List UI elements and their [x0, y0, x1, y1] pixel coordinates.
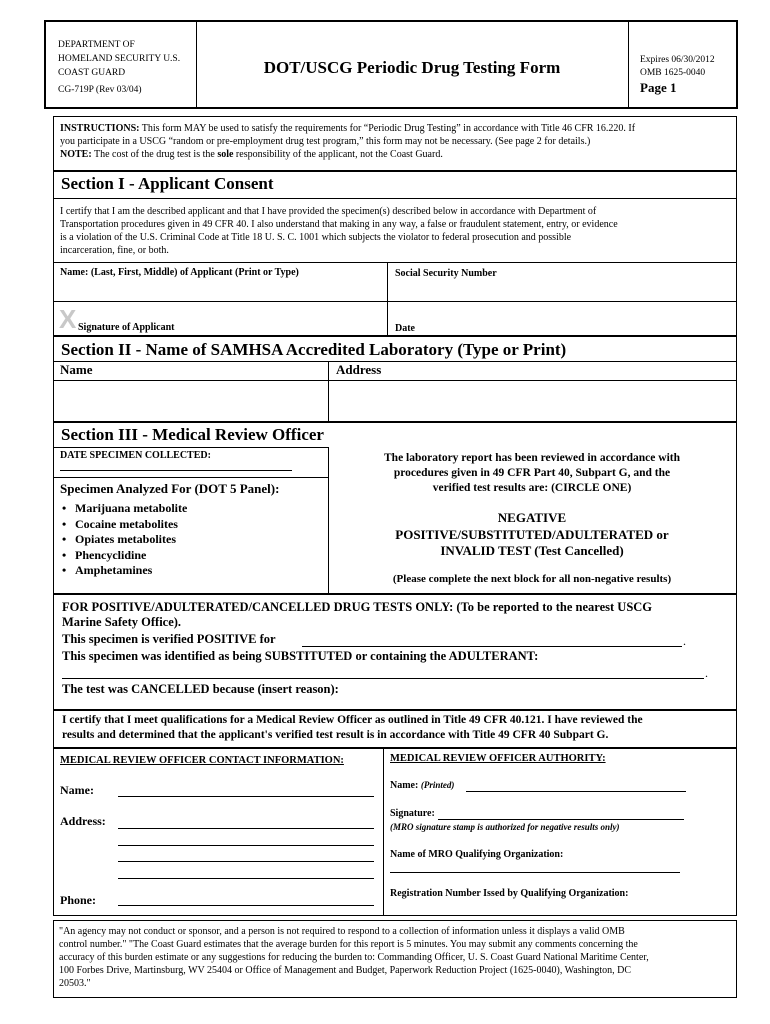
date-collected-label: DATE SPECIMEN COLLECTED: — [60, 450, 211, 461]
list-item: • Opiates metabolites — [62, 532, 187, 548]
date-collected-field[interactable] — [60, 470, 292, 471]
consent-statement: I certify that I am the described applicant and that I have provided the specimen(s) described below in accordance with Department of Transportation procedures given in 49 CFR 40. I also understand that making in any way, a false or fraudulent statement, entry, or evidence is a violation of the U.S. Criminal Code at Title 18 U. S. C. 1001 which subjects the violator to federal prosecution and possible incarceration, fine, or both. — [60, 206, 618, 256]
form-number: CG-719P (Rev 03/04) — [58, 85, 142, 95]
burden-statement: "An agency may not conduct or sponsor, and a person is not required to respond to a collection of information unless it displays a valid OMB control number." "The Coast Guard estimates that the average burden for this report is 5 minutes. You may submit any comments concerning the accuracy of this burden estimate or any suggestions for reducing the burden to: Commanding Officer, U. S. Coast Guard National Maritime Center, 100 Forbes Drive, Martinsburg, WV 25404 or Office of Management and Budget, Paperwork Reduction Project (1625-0040), Washington, DC 20503." — [59, 926, 649, 989]
list-item: • Amphetamines — [62, 563, 187, 579]
instructions-text: INSTRUCTIONS: This form MAY be used to satisfy the requirements for “Periodic Drug Testing” in accordance with Title 46 CFR 16.220. If you participate in a USCG “random or pre-employment drug test program,” this form may not be necessary. (See page 2 for details.) NOTE: The cost of the drug test is the sole responsibility of the applicant, not the Coast Guard. — [60, 123, 636, 160]
positive-for-label: This specimen is verified POSITIVE for — [62, 632, 276, 646]
ssn-label: Social Security Number — [395, 268, 497, 279]
mro-address-field-3[interactable] — [118, 861, 374, 862]
mro-signature-label: Signature: — [390, 808, 435, 819]
positive-for-field[interactable] — [302, 646, 682, 647]
mro-address-label: Address: — [60, 814, 106, 828]
mro-address-field-2[interactable] — [118, 845, 374, 846]
mro-org-label: Name of MRO Qualifying Organization: — [390, 849, 564, 860]
form-title: DOT/USCG Periodic Drug Testing Form — [263, 58, 561, 77]
result-invalid[interactable]: INVALID TEST (Test Cancelled) — [440, 543, 624, 558]
list-item: • Cocaine metabolites — [62, 517, 187, 533]
substituted-label: This specimen was identified as being SUBSTITUTED or containing the ADULTERANT: — [62, 649, 539, 663]
substituted-field[interactable] — [62, 678, 704, 679]
list-item: • Phencyclidine — [62, 548, 187, 564]
mro-certification: I certify that I meet qualifications for a Medical Review Officer as outlined in Title 49 CFR 40.121. I have reviewed the results and determined that the applicant's verified test result is in accordance with Title 49 CFR 40 Subpart G. — [62, 714, 643, 741]
ssn-field[interactable] — [390, 280, 734, 300]
mro-phone-field[interactable] — [118, 905, 374, 906]
signature-x-mark: X — [59, 304, 77, 334]
mro-authority-title: MEDICAL REVIEW OFFICER AUTHORITY: — [390, 753, 606, 764]
mro-contact-title: MEDICAL REVIEW OFFICER CONTACT INFORMATION: — [60, 755, 344, 766]
panel-title: Specimen Analyzed For (DOT 5 Panel): — [60, 481, 280, 496]
date-label: Date — [395, 323, 415, 334]
lab-report-statement: The laboratory report has been reviewed in accordance with procedures given in 49 CFR Part 40, Subpart G, and the verified test results are: (CIRCLE ONE) — [384, 452, 680, 494]
mro-address-field-1[interactable] — [118, 828, 374, 829]
mro-printed-name-label: Name: (Printed) — [390, 780, 455, 791]
lab-name-label: Name — [60, 362, 93, 377]
mro-name-label: Name: — [60, 783, 94, 797]
result-negative[interactable]: NEGATIVE — [497, 510, 567, 525]
mro-printed-name-field[interactable] — [466, 791, 686, 792]
cancelled-label: The test was CANCELLED because (insert reason): — [62, 682, 339, 696]
lab-address-field[interactable] — [331, 383, 734, 419]
result-note: (Please complete the next block for all non-negative results) — [392, 573, 672, 585]
positive-results-text: FOR POSITIVE/ADULTERATED/CANCELLED DRUG TESTS ONLY: (To be reported to the nearest USCG Marine Safety Office). — [62, 600, 653, 629]
section2-title: Section II - Name of SAMHSA Accredited Laboratory (Type or Print) — [61, 340, 567, 359]
applicant-name-label: Name: (Last, First, Middle) of Applicant (Print or Type) — [60, 267, 299, 278]
section3-title: Section III - Medical Review Officer — [61, 425, 324, 444]
omb-number: OMB 1625-0040 — [640, 68, 706, 78]
mro-phone-label: Phone: — [60, 893, 96, 907]
mro-signature-field[interactable] — [438, 819, 684, 820]
mro-address-field-4[interactable] — [118, 878, 374, 879]
expiration-date: Expires 06/30/2012 — [640, 55, 715, 65]
list-item: • Marijuana metabolite — [62, 501, 187, 517]
lab-address-label: Address — [336, 362, 382, 377]
mro-org-field[interactable] — [390, 872, 680, 873]
lab-name-field[interactable] — [56, 383, 326, 419]
department-name: DEPARTMENT OF HOMELAND SECURITY U.S. COAST GUARD — [58, 40, 181, 78]
panel-list — [62, 501, 187, 579]
stamp-note: (MRO signature stamp is authorized for negative results only) — [390, 822, 620, 832]
applicant-name-field[interactable] — [56, 279, 384, 299]
signature-label: Signature of Applicant — [78, 322, 175, 333]
section1-title: Section I - Applicant Consent — [61, 174, 274, 193]
page-number: Page 1 — [640, 80, 677, 95]
mro-registration-label: Registration Number Issed by Qualifying Organization: — [390, 888, 629, 899]
applicant-signature-field[interactable] — [80, 303, 380, 320]
mro-name-field[interactable] — [118, 796, 374, 797]
result-options — [328, 510, 736, 560]
result-positive[interactable]: POSITIVE/SUBSTITUTED/ADULTERATED or — [395, 526, 669, 542]
applicant-date-field[interactable] — [390, 303, 734, 321]
